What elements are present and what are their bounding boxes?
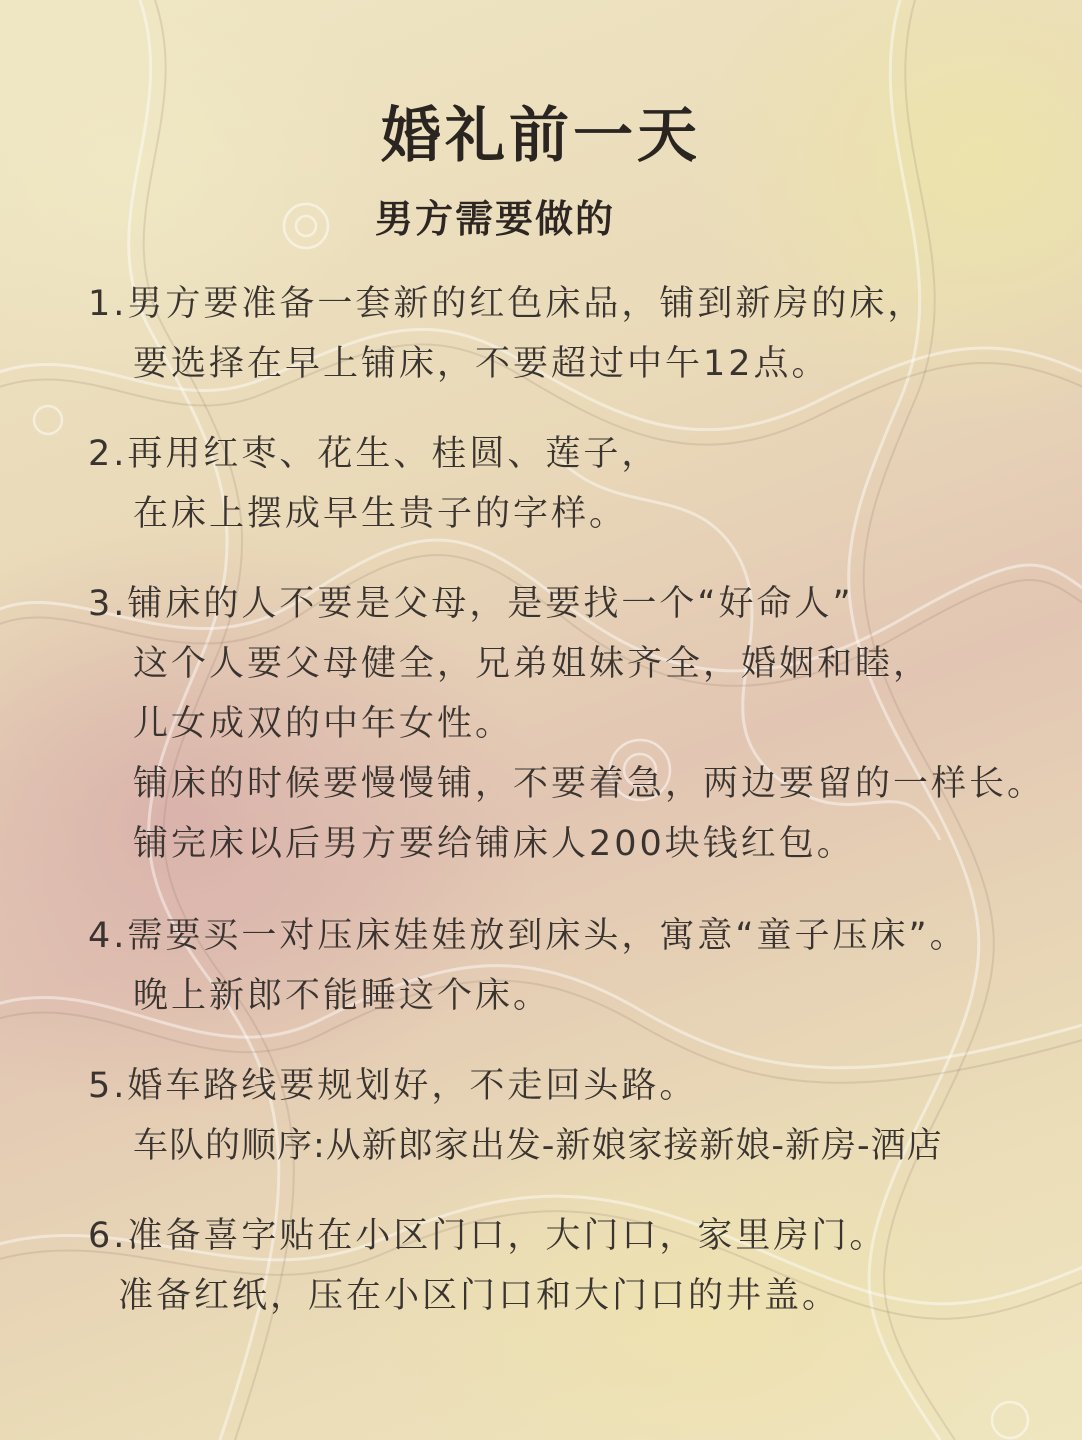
- item-5-line-1: 5.婚车路线要规划好，不走回头路。: [88, 1066, 698, 1106]
- item-4-line-2: 晚上新郎不能睡这个床。: [133, 976, 552, 1016]
- item-4-line-1: 4.需要买一对压床娃娃放到床头，寓意“童子压床”。: [88, 916, 968, 956]
- item-1-line-1: 1.男方要准备一套新的红色床品，铺到新房的床，: [88, 284, 926, 324]
- item-6-line-1: 6.准备喜字贴在小区门口，大门口，家里房门。: [88, 1216, 888, 1256]
- page-title: 婚礼前一天: [381, 101, 701, 171]
- item-3-line-3: 儿女成双的中年女性。: [133, 704, 514, 744]
- item-2-line-1: 2.再用红枣、花生、桂圆、莲子，: [88, 434, 660, 474]
- page-subtitle: 男方需要做的: [374, 197, 615, 241]
- item-3-line-5: 铺完床以后男方要给铺床人200块钱红包。: [133, 824, 855, 864]
- item-1-line-2: 要选择在早上铺床，不要超过中午12点。: [133, 344, 830, 384]
- item-3-line-4: 铺床的时候要慢慢铺，不要着急，两边要留的一样长。: [133, 764, 1046, 804]
- item-3-line-2: 这个人要父母健全，兄弟姐妹齐全，婚姻和睦，: [133, 644, 932, 684]
- item-5-line-2: 车队的顺序:从新郎家出发-新娘家接新娘-新房-酒店: [133, 1126, 943, 1166]
- item-3-line-1: 3.铺床的人不要是父母，是要找一个“好命人”: [88, 584, 854, 624]
- item-6-line-2: 准备红纸，压在小区门口和大门口的井盖。: [118, 1276, 841, 1316]
- item-2-line-2: 在床上摆成早生贵子的字样。: [133, 494, 628, 534]
